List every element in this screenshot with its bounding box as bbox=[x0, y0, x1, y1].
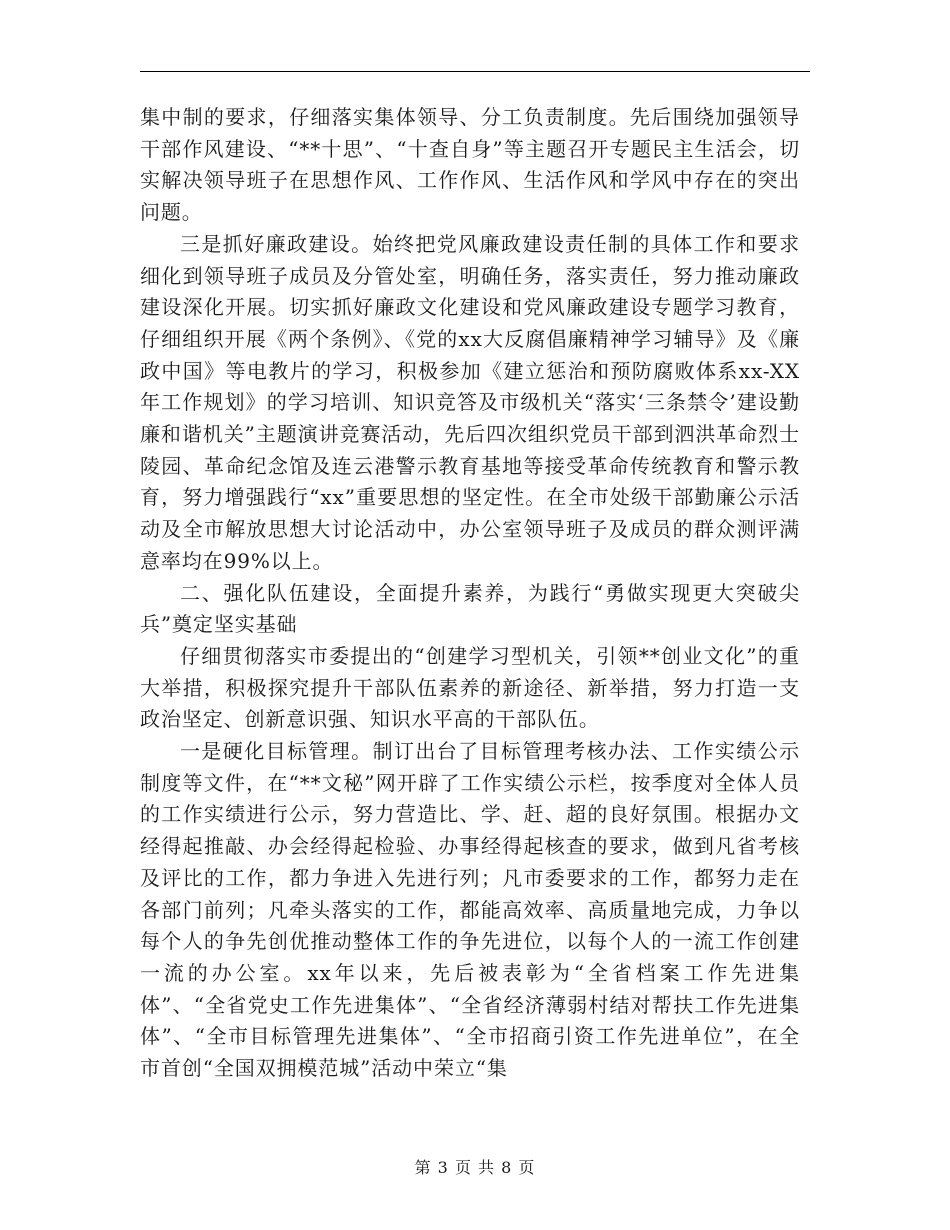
header-rule bbox=[140, 71, 810, 72]
page-number-footer: 第 3 页 共 8 页 bbox=[414, 1158, 536, 1177]
body-text bbox=[140, 102, 800, 1085]
paragraph-integrity-building: 三是抓好廉政建设。始终把党风廉政建设责任制的具体工作和要求细化到领导班子成员及分管处室，明确任务，落实责任，努力推动廉政建设深化开展。切实抓好廉政文化建设和党风廉政建设专题学习教育，仔细组织开展《两个条例》、《党的xx大反腐倡廉精神学习辅导》及《廉政中国》等电教片的学习，积极参加《建立惩治和预防腐败体系xx-XX年工作规划》的学习培训、知识竞答及市级机关“落实‘三条禁令’建设勤廉和谐机关”主题演讲竞赛活动，先后四次组织党员干部到泗洪革命烈士陵园、革命纪念馆及连云港警示教育基地等接受革命传统教育和警示教育，努力增强践行“xx”重要思想的坚定性。在全市处级干部勤廉公示活动及全市解放思想大讨论活动中，办公室领导班子及成员的群众测评满意率均在99%以上。 bbox=[140, 231, 800, 573]
paragraph-continuation: 集中制的要求，仔细落实集体领导、分工负责制度。先后围绕加强领导干部作风建设、“**十思”、“十查自身”等主题召开专题民主生活会，切实解决领导班子在思想作风、工作作风、生活作风和学风中存在的突出问题。 bbox=[140, 105, 800, 225]
paragraph-target-management: 一是硬化目标管理。制订出台了目标管理考核办法、工作实绩公示制度等文件，在“**文秘”网开辟了工作实绩公示栏，按季度对全体人员的工作实绩进行公示，努力营造比、学、赶、超的良好氛围。根据办文经得起推敲、办会经得起检验、办事经得起核查的要求，做到凡省考核及评比的工作，都力争进入先进行列；凡市委要求的工作，都努力走在各部门前列；凡牵头落实的工作，都能高效率、高质量地完成，力争以每个人的争先创优推动整体工作的争先进位，以每个人的一流工作创建一流的办公室。xx年以来，先后被表彰为“全省档案工作先进集体”、“全省党史工作先进集体”、“全省经济薄弱村结对帮扶工作先进集体”、“全市目标管理先进集体”、“全市招商引资工作先进单位”，在全市首创“全国双拥模范城”活动中荣立“集 bbox=[140, 739, 800, 1081]
section-heading-team-building: 二、强化队伍建设，全面提升素养，为践行“勇做实现更大突破尖兵”奠定坚实基础 bbox=[140, 580, 800, 637]
paragraph-learning-organization: 仔细贯彻落实市委提出的“创建学习型机关，引领**创业文化”的重大举措，积极探究提升干部队伍素养的新途径、新举措，努力打造一支政治坚定、创新意识强、知识水平高的干部队伍。 bbox=[140, 643, 800, 732]
